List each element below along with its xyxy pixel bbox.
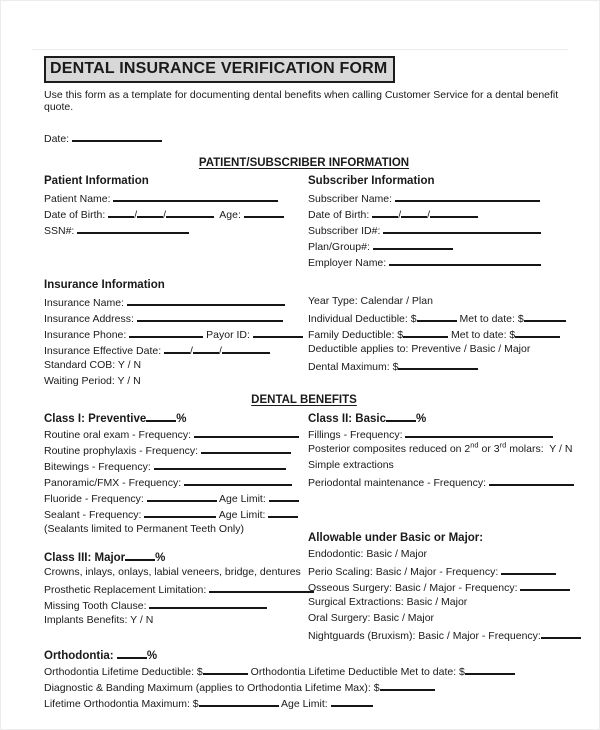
blank-field[interactable]	[395, 190, 540, 202]
blank-field[interactable]	[149, 597, 267, 609]
blank-field[interactable]	[389, 254, 541, 266]
field-label: Fillings - Frequency:	[308, 429, 406, 441]
form-line	[44, 679, 564, 695]
form-line	[44, 474, 308, 490]
field-label: nd	[470, 440, 479, 450]
form-line	[308, 410, 564, 426]
field-label: Sealant - Frequency:	[44, 509, 145, 521]
blank-field[interactable]	[501, 563, 556, 575]
blank-field[interactable]	[430, 206, 478, 218]
form-line	[44, 426, 308, 442]
form-line	[44, 326, 308, 342]
form-line	[44, 206, 308, 222]
field-label: Simple extractions	[308, 459, 394, 471]
blank-field[interactable]	[117, 647, 147, 659]
blank-field[interactable]	[146, 410, 176, 422]
field-label: Subscriber ID#:	[308, 225, 384, 237]
blank-field[interactable]	[372, 206, 398, 218]
patient-subscriber-section	[44, 174, 564, 270]
field-heading: %	[176, 413, 187, 425]
form-line	[308, 458, 564, 474]
blank-field[interactable]	[417, 310, 457, 322]
field-label: Lifetime Orthodontia Maximum: $	[44, 698, 199, 710]
blank-field[interactable]	[244, 206, 284, 218]
field-label: Periodontal maintenance - Frequency:	[308, 477, 489, 489]
field-heading: %	[155, 552, 166, 564]
field-label: Routine prophylaxis - Frequency:	[44, 445, 201, 457]
field-label: Met to date: $	[456, 313, 524, 325]
field-label: Age Limit:	[216, 509, 269, 521]
insurance-information-block	[44, 278, 308, 390]
form-line	[44, 130, 564, 146]
field-label: Deductible applies to: Preventive / Basic / Major	[308, 343, 531, 355]
form-description: Use this form as a template for documenting dental benefits when calling Customer Service for a dental benefit quote.	[44, 89, 559, 113]
form-line	[44, 581, 308, 597]
form-line	[308, 174, 564, 190]
field-label: /	[427, 209, 431, 221]
form-line	[44, 490, 308, 506]
subscriber-information-block	[308, 174, 564, 270]
field-label: Implants Benefits: Y / N	[44, 614, 154, 626]
form-line	[44, 565, 308, 581]
field-heading: Orthodontia:	[44, 650, 117, 662]
form-line	[308, 254, 564, 270]
blank-field[interactable]	[524, 310, 566, 322]
blank-field[interactable]	[465, 663, 515, 675]
field-label: Age Limit:	[216, 493, 269, 505]
form-line	[308, 579, 564, 595]
field-label: Family Deductible: $	[308, 329, 404, 341]
blank-field[interactable]	[144, 506, 216, 518]
field-label: Orthodontia Lifetime Deductible: $	[44, 666, 203, 678]
form-line	[44, 663, 564, 679]
field-heading: Class II: Basic	[308, 413, 386, 425]
blank-field[interactable]	[77, 222, 189, 234]
form-line	[308, 190, 564, 206]
field-label: Crowns, inlays, onlays, labial veneers, bridge, dentures	[44, 566, 301, 578]
field-label: Missing Tooth Clause:	[44, 600, 150, 612]
dental-benefits-section	[44, 410, 573, 643]
field-heading: Insurance Information	[44, 279, 165, 291]
field-heading: Subscriber Information	[308, 175, 435, 187]
form-line	[44, 222, 308, 238]
blank-field[interactable]	[520, 579, 570, 591]
form-line	[44, 342, 308, 358]
allowable-basic-major-block	[308, 531, 564, 643]
blank-field[interactable]	[253, 326, 303, 338]
blank-field[interactable]	[125, 549, 155, 561]
benefits-right-column	[308, 410, 573, 643]
date-field-row	[44, 130, 564, 146]
field-label: Date:	[44, 133, 73, 145]
field-label: Dental Maximum: $	[308, 361, 399, 373]
blank-field[interactable]	[113, 190, 278, 202]
form-line	[308, 611, 564, 627]
form-line	[308, 547, 564, 563]
form-line	[44, 695, 564, 711]
field-label: Bitewings - Frequency:	[44, 461, 154, 473]
form-line	[308, 440, 573, 458]
form-line	[308, 206, 564, 222]
field-heading: Allowable under Basic or Major:	[308, 532, 484, 544]
form-line	[44, 358, 308, 374]
blank-field[interactable]	[269, 490, 299, 502]
field-label: Orthodontia Lifetime Deductible Met to date: $	[247, 666, 465, 678]
blank-field[interactable]	[209, 581, 314, 593]
blank-field[interactable]	[166, 206, 214, 218]
form-line	[308, 294, 564, 310]
field-label: Subscriber Name:	[308, 193, 395, 205]
field-label: /	[163, 209, 167, 221]
blank-field[interactable]	[164, 342, 190, 354]
form-title: DENTAL INSURANCE VERIFICATION FORM	[44, 56, 395, 83]
field-label: Employer Name:	[308, 257, 390, 269]
form-line	[44, 442, 308, 458]
blank-field[interactable]	[222, 342, 270, 354]
form-line	[308, 474, 564, 490]
form-line	[44, 506, 308, 522]
blank-field[interactable]	[154, 458, 286, 470]
blank-field[interactable]	[199, 695, 279, 707]
field-label: Endodontic: Basic / Major	[308, 548, 428, 560]
field-label: Met to date: $	[448, 329, 516, 341]
blank-field[interactable]	[193, 342, 219, 354]
field-label: /	[134, 209, 138, 221]
form-line	[308, 426, 564, 442]
field-label: or 3	[478, 443, 500, 455]
field-label: Routine oral exam - Frequency:	[44, 429, 194, 441]
blank-field[interactable]	[398, 358, 478, 370]
blank-field[interactable]	[127, 294, 285, 306]
blank-field[interactable]	[137, 310, 283, 322]
blank-field[interactable]	[108, 206, 134, 218]
field-heading: %	[146, 650, 158, 662]
form-line	[44, 522, 308, 538]
blank-field[interactable]	[515, 326, 560, 338]
section-header-dental-benefits: DENTAL BENEFITS	[251, 394, 357, 406]
field-heading: Class I: Preventive	[44, 413, 147, 425]
form-line	[308, 358, 564, 374]
orthodontia-block	[44, 647, 564, 711]
form-line	[308, 326, 564, 342]
form-line	[44, 190, 308, 206]
field-label: Diagnostic & Banding Maximum (applies to Orthodontia Lifetime Max): $	[44, 682, 380, 694]
blank-field[interactable]	[386, 410, 416, 422]
blank-field[interactable]	[489, 474, 574, 486]
form-line	[44, 174, 308, 190]
blank-field[interactable]	[383, 222, 541, 234]
form-line	[44, 647, 564, 663]
blank-field[interactable]	[401, 206, 427, 218]
form-line	[308, 222, 564, 238]
form-line	[308, 238, 564, 254]
field-label: Waiting Period: Y / N	[44, 375, 141, 387]
field-label: /	[398, 209, 402, 221]
field-label: SSN#:	[44, 225, 78, 237]
field-heading: %	[415, 413, 427, 425]
field-label: Prosthetic Replacement Limitation:	[44, 584, 210, 596]
form-line	[308, 595, 564, 611]
field-label: Posterior composites reduced on 2	[308, 443, 471, 455]
field-label: Insurance Effective Date:	[44, 345, 165, 357]
blank-field[interactable]	[184, 474, 292, 486]
field-label: Age:	[214, 209, 244, 221]
class1-preventive-block	[44, 410, 308, 538]
field-label: Panoramic/FMX - Frequency:	[44, 477, 185, 489]
blank-field[interactable]	[380, 679, 435, 691]
blank-field[interactable]	[541, 627, 581, 639]
form-line	[308, 310, 564, 326]
form-line	[44, 294, 308, 310]
form-line	[44, 597, 308, 613]
top-divider	[32, 49, 568, 50]
form-line	[44, 374, 308, 390]
field-label: Nightguards (Bruxism): Basic / Major - Frequency:	[308, 630, 541, 642]
field-label: Insurance Name:	[44, 297, 127, 309]
blank-field[interactable]	[72, 130, 162, 142]
form-line	[44, 410, 308, 426]
form-line	[44, 310, 308, 326]
field-label: Date of Birth:	[308, 209, 373, 221]
field-label: Insurance Phone:	[44, 329, 130, 341]
form-line	[308, 627, 564, 643]
form-line	[308, 531, 564, 547]
form-line	[308, 342, 564, 358]
field-label: /	[218, 345, 222, 357]
class3-major-block	[44, 549, 308, 629]
form-line	[44, 458, 308, 474]
form-line	[308, 563, 564, 579]
blank-field[interactable]	[373, 238, 453, 250]
field-label: Individual Deductible: $	[308, 313, 417, 325]
field-label: Osseous Surgery: Basic / Major - Frequency:	[308, 582, 521, 594]
field-label: rd	[499, 440, 507, 450]
field-label: Fluoride - Frequency:	[44, 493, 147, 505]
blank-field[interactable]	[137, 206, 163, 218]
blank-field[interactable]	[194, 426, 299, 438]
blank-field[interactable]	[405, 426, 553, 438]
field-label: Year Type: Calendar / Plan	[308, 295, 433, 307]
benefits-left-column	[44, 410, 308, 629]
field-label: Age Limit:	[278, 698, 331, 710]
insurance-section	[44, 278, 564, 390]
field-heading: Patient Information	[44, 175, 149, 187]
field-label: molars: Y / N	[506, 443, 573, 455]
field-label: Date of Birth:	[44, 209, 109, 221]
blank-field[interactable]	[201, 442, 291, 454]
field-label: /	[190, 345, 193, 357]
form-line	[44, 613, 308, 629]
field-heading: Class III: Major	[44, 552, 126, 564]
field-label: Perio Scaling: Basic / Major - Frequency:	[308, 566, 502, 578]
plan-details-block	[308, 294, 564, 374]
field-label: Payor ID:	[203, 329, 253, 341]
blank-field[interactable]	[268, 506, 298, 518]
blank-field[interactable]	[147, 490, 217, 502]
blank-field[interactable]	[203, 663, 248, 675]
form-line	[44, 549, 308, 565]
field-label: Surgical Extractions: Basic / Major	[308, 596, 468, 608]
section-header-patient-subscriber: PATIENT/SUBSCRIBER INFORMATION	[198, 157, 410, 169]
class2-basic-block	[308, 410, 573, 490]
field-label: (Sealants limited to Permanent Teeth Only)	[44, 523, 244, 535]
form-line	[44, 278, 308, 294]
blank-field[interactable]	[403, 326, 448, 338]
blank-field[interactable]	[129, 326, 203, 338]
field-label: Patient Name:	[44, 193, 114, 205]
field-label: Insurance Address:	[44, 313, 137, 325]
patient-information-block	[44, 174, 308, 238]
blank-field[interactable]	[331, 695, 373, 707]
field-label: Oral Surgery: Basic / Major	[308, 612, 435, 624]
field-label: Plan/Group#:	[308, 241, 373, 253]
field-label: Standard COB: Y / N	[44, 359, 142, 371]
